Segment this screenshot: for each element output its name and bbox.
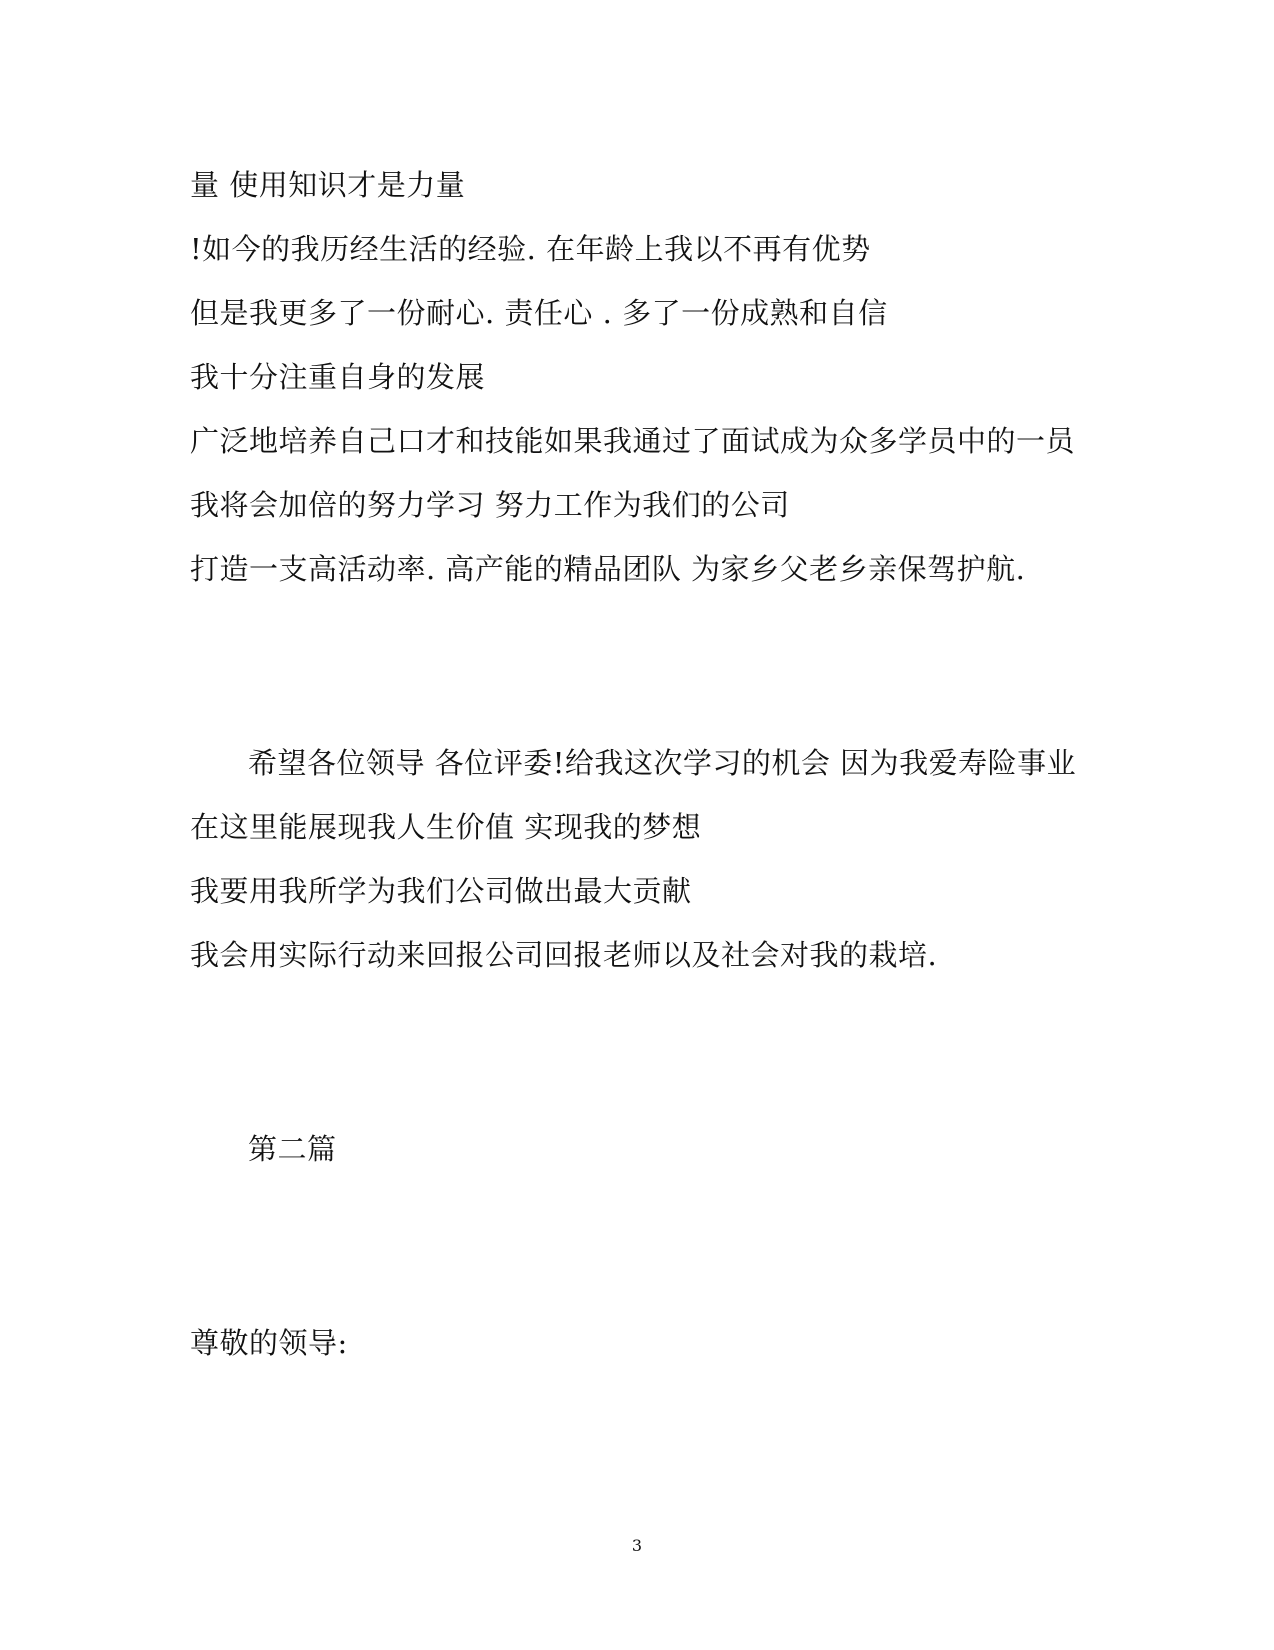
paragraph-1-line-6: 我将会加倍的努力学习 努力工作为我们的公司 [190, 488, 790, 522]
paragraph-1-line-1: 量 使用知识才是力量 [190, 168, 466, 202]
paragraph-1-line-3: 但是我更多了一份耐心. 责任心 . 多了一份成熟和自信 [190, 296, 888, 330]
paragraph-1-line-2: !如今的我历经生活的经验. 在年龄上我以不再有优势 [190, 232, 871, 266]
paragraph-1-line-5: 广泛地培养自己口才和技能如果我通过了面试成为众多学员中的一员 [190, 424, 1076, 458]
paragraph-2-line-2: 在这里能展现我人生价值 实现我的梦想 [190, 810, 702, 844]
salutation: 尊敬的领导: [190, 1326, 348, 1360]
paragraph-2-line-4: 我会用实际行动来回报公司回报老师以及社会对我的栽培. [190, 938, 938, 972]
paragraph-2-line-1: 希望各位领导 各位评委!给我这次学习的机会 因为我爱寿险事业 [248, 746, 1077, 780]
paragraph-1-line-4: 我十分注重自身的发展 [190, 360, 486, 394]
paragraph-1-line-7: 打造一支高活动率. 高产能的精品团队 为家乡父老乡亲保驾护航. [190, 552, 1026, 586]
section-title: 第二篇 [248, 1132, 337, 1166]
page-number: 3 [631, 1536, 643, 1555]
paragraph-2-line-3: 我要用我所学为我们公司做出最大贡献 [190, 874, 692, 908]
